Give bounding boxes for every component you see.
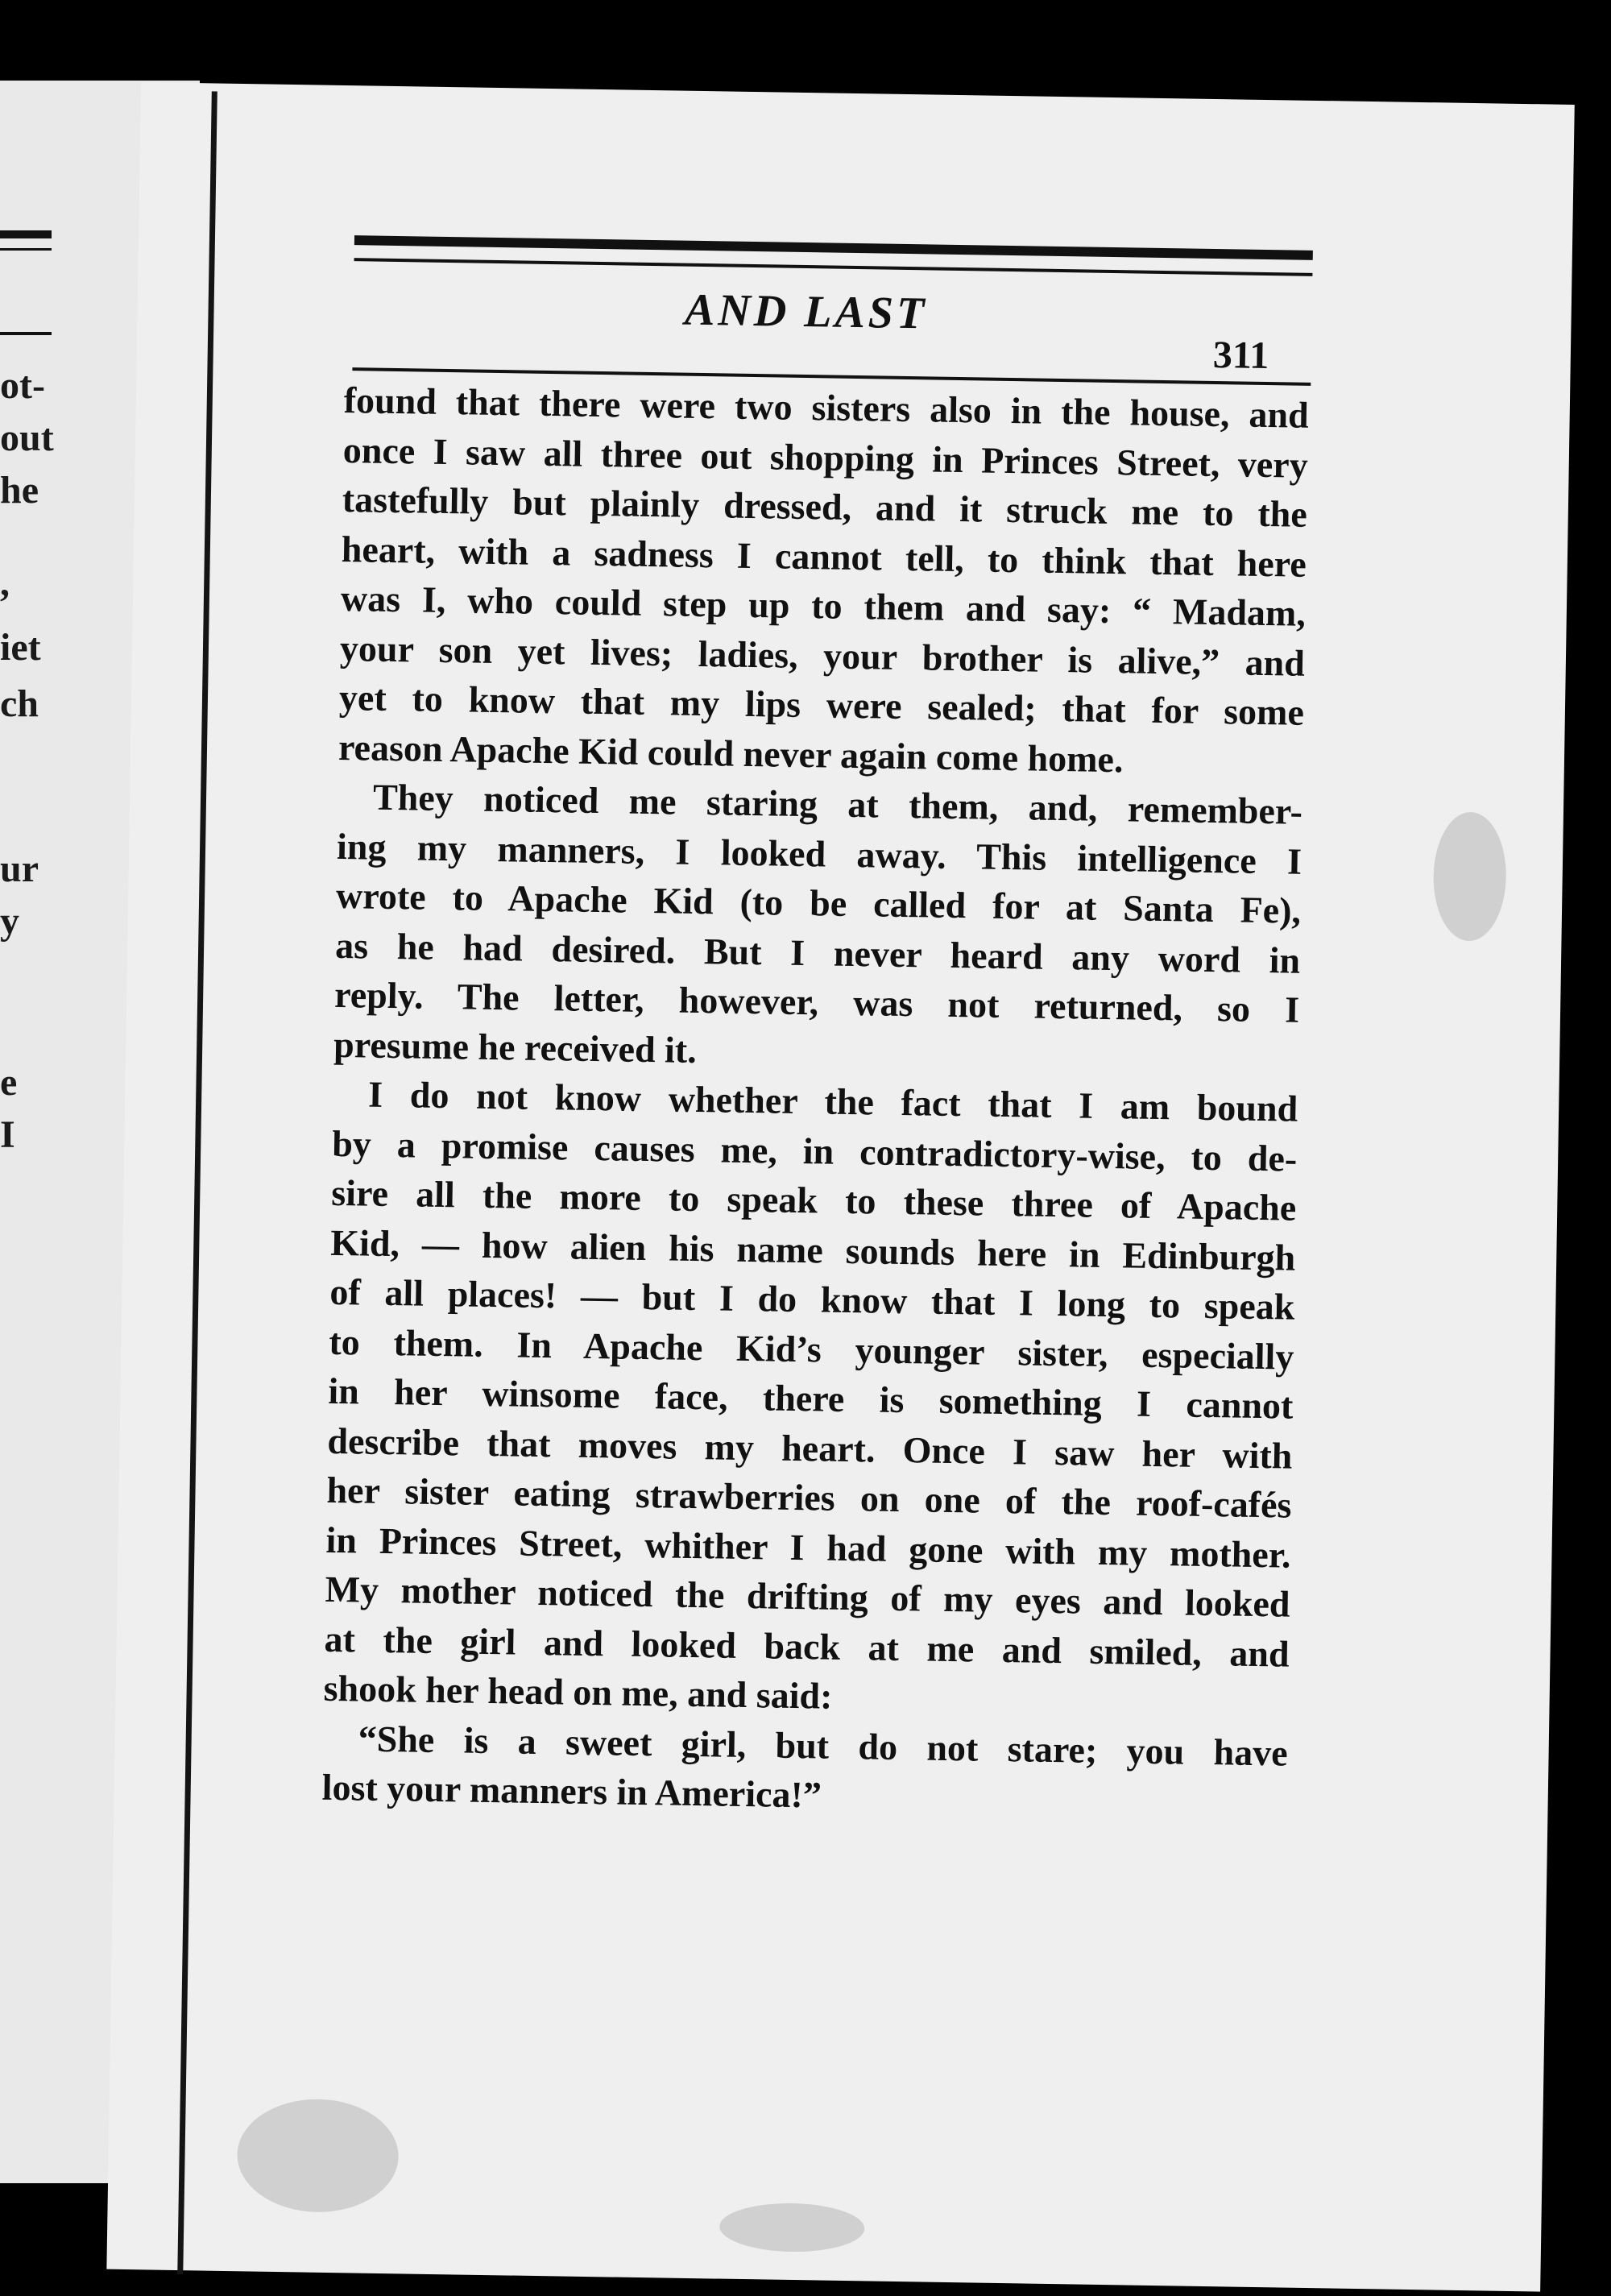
text-line: in her winsome face, there is something I cannot — [328, 1370, 1294, 1427]
text-line: was I, who could step up to them and say: “ Madam, — [340, 577, 1307, 634]
text-line: shook her head on me, and said: — [323, 1667, 833, 1717]
text-line: Kid, — how alien his name sounds here in Edinburgh — [330, 1221, 1296, 1279]
page-number: 311 — [1212, 333, 1269, 378]
left-fragment: I — [0, 1113, 15, 1156]
left-fragment: , — [0, 562, 10, 604]
text-line: once I saw all three out shopping in Princes Street, very — [342, 429, 1309, 486]
left-fragment: ot- — [0, 364, 45, 407]
text-line: her sister eating strawberries on one of the roof-cafés — [326, 1469, 1292, 1526]
text-line: heart, with a sadness I cannot tell, to think that here — [341, 528, 1307, 585]
text-line: sire all the more to speak to these three of Apache — [330, 1171, 1297, 1229]
text-line: of all places! — but I do know that I long to speak — [329, 1270, 1295, 1328]
text-line: ing my manners, I looked away. This intelligence I — [336, 825, 1302, 882]
left-fragment: y — [0, 900, 19, 943]
header-rule-thick — [354, 235, 1313, 260]
text-line: as he had desired. But I never heard any word in — [334, 924, 1301, 981]
text-line: reason Apache Kid could never again come home. — [338, 726, 1124, 780]
text-line: in Princes Street, whither I had gone with my mother. — [325, 1519, 1291, 1576]
left-header-rule-thin — [0, 248, 52, 251]
text-line: wrote to Apache Kid (to be called for at Santa Fe), — [335, 874, 1302, 931]
text-line: They noticed me staring at them, and, remember- — [372, 776, 1303, 832]
page-stain — [237, 2098, 400, 2213]
text-line: lost your manners in America!” — [321, 1766, 822, 1816]
left-fragment: out — [0, 417, 54, 459]
text-line: by a promise causes me, in contradictory-wise, to de- — [331, 1122, 1298, 1179]
text-line: I do not know whether the fact that I am bound — [367, 1073, 1298, 1129]
left-header-rule-thick — [0, 230, 52, 238]
left-fragment: e — [0, 1061, 18, 1104]
page-stain — [719, 2203, 865, 2253]
text-line: at the girl and looked back at me and smiled, and — [324, 1618, 1290, 1675]
text-line: tastefully but plainly dressed, and it struck me to the — [342, 478, 1308, 535]
left-fragment: iet — [0, 626, 41, 669]
running-head: AND LAST — [684, 284, 928, 339]
left-fragment: ch — [0, 682, 39, 725]
book-page — [106, 82, 1574, 2292]
text-line: to them. In Apache Kid’s younger sister, especially — [329, 1320, 1294, 1378]
left-head-underline — [0, 332, 52, 335]
text-line: yet to know that my lips were sealed; that for some — [338, 676, 1305, 733]
text-line: found that there were two sisters also in the house, and — [343, 379, 1310, 436]
left-fragment: ur — [0, 848, 39, 890]
text-line: My mother noticed the drifting of my eyes and looked — [325, 1568, 1290, 1625]
text-line: your son yet lives; ladies, your brother is alive,” and — [339, 627, 1306, 684]
page-stain — [1432, 811, 1507, 941]
left-fragment: he — [0, 469, 39, 512]
text-line: reply. The letter, however, was not returned, so I — [333, 973, 1300, 1030]
header-rule-thin — [354, 258, 1313, 276]
text-line: presume he received it. — [333, 1023, 698, 1071]
body-text — [321, 375, 1309, 1827]
page-gutter-shadow — [177, 91, 217, 2274]
text-line: “She is a sweet girl, but do not stare; you have — [358, 1717, 1289, 1774]
text-line: describe that moves my heart. Once I saw her with — [327, 1419, 1293, 1477]
